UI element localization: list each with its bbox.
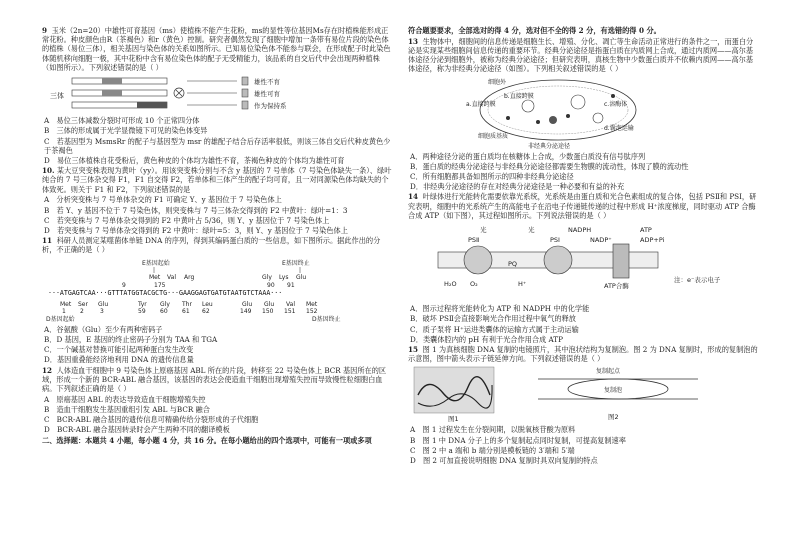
- svg-text:Met: Met: [306, 300, 318, 308]
- secretion-pathway-diagram: [408, 76, 760, 150]
- svg-text:Glu: Glu: [264, 300, 275, 308]
- label-nadp: NADP⁺: [590, 236, 612, 245]
- question-stem: 叶绿体进行光能转化需要依靠光系统，光系统是由蛋白质和光合色素组成的复合体，包括 PSⅡ和 PSⅠ，研究表明，细胞中的光系统产生的高能电子在沿电子传递链传递的过程中形成 H⁺浓度梯度，同时驱动 ATP 合酶合成 ATP（如下图），其过程如图所示。下列说法错误的是（ ）: [408, 192, 757, 220]
- svg-text:2: 2: [80, 307, 84, 315]
- d-gene-end-label: D基因终止: [312, 315, 341, 323]
- label-a: a.直接跨膜: [466, 100, 496, 108]
- svg-text:150: 150: [262, 307, 274, 315]
- figure-label-trisomy: 三体: [50, 92, 64, 101]
- photosystem-diagram: [408, 222, 760, 302]
- dna-replication-figure: [408, 365, 760, 423]
- svg-text:62: 62: [202, 307, 210, 315]
- question-number: 15: [408, 345, 419, 354]
- label-c: c.溶酶体: [604, 100, 628, 108]
- svg-text:Val: Val: [167, 273, 176, 281]
- question-10: [42, 166, 392, 194]
- section-2-continued: 符合题要要求，全部选对的得 4 分，选对但不全的得 2 分，有选错的得 0 分。: [408, 26, 661, 35]
- question-number: 13: [408, 36, 419, 46]
- svg-text:Tyr: Tyr: [138, 300, 147, 308]
- question-11: [42, 236, 392, 254]
- q11-options: [42, 325, 392, 365]
- svg-text:152: 152: [306, 307, 318, 315]
- option-d: D．基因重叠能经济地利用 DNA 的遗传信息量: [44, 355, 194, 365]
- question-number: 11: [42, 236, 53, 246]
- fig1-caption: 图1: [448, 415, 459, 424]
- q9-figure: [42, 74, 392, 114]
- option-b: B 造血干细胞发生基因重组引发 ABL 与BCR 融合: [44, 404, 210, 414]
- option-c: C 图 2 中 a 端和 b 端分别是模板链的 3′端和 5′端: [410, 445, 575, 455]
- option-b: B．蛋白质的经典分泌途径与非经典分泌途径都需要生物膜的流动性，体现了膜的流动性: [410, 161, 689, 171]
- label-psi: PSⅠ: [550, 236, 560, 245]
- d-gene-start-label: D基因起始: [46, 315, 75, 323]
- svg-text:61: 61: [182, 307, 190, 315]
- label-h2o: H₂O: [444, 280, 457, 289]
- label-light-1: 光: [480, 226, 487, 235]
- option-b: B．破坏 PSⅡ会直接影响光合作用过程中氧气的释放: [410, 314, 576, 324]
- dna-sequence: ···ATGAGTCAA···GTTTATGGTACGCTG···GAAGGAGTGATGTAATGTCTAAA···: [48, 288, 283, 297]
- q13-figure: [408, 76, 760, 150]
- option-c: C．质子泵将 H⁺运进类囊体的运输方式属于主动运输: [410, 324, 579, 334]
- svg-text:Glu: Glu: [296, 273, 307, 281]
- svg-text:Thr: Thr: [182, 300, 192, 308]
- q13-options: [408, 152, 760, 192]
- label-extracellular: 细胞外: [488, 78, 507, 86]
- label-male-fertile: 雄性可育: [254, 90, 280, 99]
- svg-text:9: 9: [122, 281, 126, 289]
- svg-text:60: 60: [160, 307, 168, 315]
- question-12: [42, 366, 392, 394]
- svg-text:Gly: Gly: [160, 300, 170, 308]
- svg-text:3: 3: [100, 307, 104, 315]
- fig2-label-origin: 复制起点: [596, 368, 621, 376]
- question-stem: 人体造血干细胞中 9 号染色体上原癌基因 ABL 所在的片段，转移至 22 号染色体上 BCR 基因所在的区域，形成一个新的 BCR-ABL 融合基因，该基因的表达会使造血干细胞出现增殖失控而导致慢性粒细胞白血病。下列叙述正确的是（ ）: [42, 365, 387, 393]
- option-d: D．类囊体腔内的 pH 有利于光合作用合成 ATP: [410, 334, 563, 344]
- label-male-sterile: 雄性不育: [254, 78, 280, 87]
- option-d: D 若突变株与 7 号单体杂交得到的 F2 中黄叶：绿叶=5：3，则 Y、y 基因位于 7 号染色体上: [44, 226, 348, 235]
- label-adp: ADP+Pi: [640, 236, 665, 245]
- section-2-heading: 二、选择题：本题共 4 小题，每小题 4 分，共 16 分。在每小题给出的四个选项中，可能有一项或多项: [42, 435, 372, 445]
- svg-text:151: 151: [284, 307, 296, 315]
- option-a: A 原癌基因 ABL 的表达导致造血干细胞增殖失控: [44, 394, 206, 404]
- label-psii: PSⅡ: [468, 236, 480, 245]
- option-c: C 若基因型为 MsmsRr 的配子与基因型为 msr 的雄配子结合后存活率很低，则该三体自交后代种皮黄色少于茶褐色: [44, 136, 391, 155]
- label-atp-synthase: ATP合酶: [604, 282, 629, 291]
- question-stem: 图 1 为真核细胞 DNA 复制的电镜照片，其中泡状结构为复制泡。图 2 为 DNA 复制时，形成的复制泡的示意图，图中箭头表示子链延伸方向。下列叙述错误的是（ ）: [408, 345, 758, 364]
- right-column: [408, 26, 760, 466]
- svg-text:Lys: Lys: [279, 273, 289, 281]
- figure-caption: 非经典分泌途径: [528, 142, 571, 150]
- option-a: A．谷氨酸（Glu）至少有两种密码子: [44, 324, 163, 334]
- svg-text:Ser: Ser: [78, 300, 88, 308]
- label-light-2: 光: [528, 226, 535, 235]
- option-a: A 分析突变株与 7 号单体杂交的 F1 可确定 Y、y 基因位于 7 号染色体上: [44, 195, 282, 205]
- svg-text:Arg: Arg: [184, 273, 195, 281]
- label-atp: ATP: [640, 226, 652, 235]
- svg-text:Glu: Glu: [242, 300, 253, 308]
- option-b: B．D 基因，E 基因的终止密码子分别为 TAA 和 TGA: [44, 334, 218, 344]
- q10-options: [42, 195, 392, 235]
- option-c: C．所有细胞都具备如图所示的四种非经典分泌途径: [410, 172, 574, 182]
- svg-text:1: 1: [62, 307, 66, 315]
- svg-text:Glu: Glu: [98, 300, 109, 308]
- label-pq: PQ: [508, 260, 518, 269]
- q9-options: [42, 116, 392, 165]
- option-d: D BCR-ABL 融合基因转录时会产生两种不同的翻译模板: [44, 425, 230, 435]
- question-number: 14: [408, 192, 419, 202]
- label-d: d.囊泡运输: [604, 124, 634, 132]
- svg-text:Met: Met: [149, 273, 161, 281]
- svg-text:Met: Met: [60, 300, 72, 308]
- question-number: 10.: [42, 166, 55, 176]
- left-column: [42, 26, 392, 446]
- option-a: A．两种途径分泌的蛋白质均在核糖体上合成，少数蛋白质没有信号肽序列: [410, 151, 646, 161]
- svg-text:Val: Val: [286, 300, 295, 308]
- label-nadph: NADPH: [568, 226, 592, 235]
- label-hplus: H⁺: [518, 280, 527, 289]
- q11-figure: [42, 257, 392, 323]
- svg-text:175: 175: [154, 281, 166, 289]
- svg-text:90: 90: [267, 281, 275, 289]
- fig2-caption: 图2: [608, 413, 619, 422]
- label-maintainer: 作为保持系: [254, 102, 287, 111]
- option-b: B 图 1 中 DNA 分子上的多个复制起点同时复制，可提高复制速率: [410, 435, 626, 445]
- gene-overlap-diagram: [42, 257, 392, 323]
- question-stem: 科研人员测定某噬菌体单链 DNA 的序列，得到其编码蛋白质的一些信息，如下图所示。据此作出的分析，不正确的是（ ）: [42, 236, 381, 255]
- q15-options: [408, 425, 760, 465]
- svg-text:149: 149: [240, 307, 252, 315]
- svg-text:Leu: Leu: [202, 300, 213, 308]
- q15-figure: [408, 365, 760, 423]
- option-d: D 易位三体植株自花受粉后，黄色种皮的个体均为雄性不育，茶褐色种皮的个体均为雄性可育: [44, 155, 345, 165]
- label-b: b.直接跨膜: [504, 92, 534, 100]
- question-stem: 生物体中，细胞间的信息传递是细胞生长、增殖、分化、凋亡等生命活动正常进行的条件之一，而蛋白分泌是实现某些细胞间信息传递的重要环节。经典分泌途径是指蛋白质在内质网上合成，通过内质网——高尔基体途径分泌到细胞外，被称为经典分泌途径；但研究表明，真核生物中少数蛋白质并不依赖内质网——高尔基体途径，称为非经典分泌途径（如图）。下列相关叙述错误的是（ ）: [408, 36, 754, 74]
- option-a: A 图 1 过程发生在分裂间期，以脱氧核苷酸为原料: [410, 425, 576, 435]
- question-stem: 玉米（2n=20）中雄性可育基因（ms）使植株不能产生花粉，ms的显性等位基因Ms存在时植株能形成正常花粉。种皮颜色由R（茶褐色）和r（黄色）控制。研究者偶然发现了细胞中增加一条带有易位片段的染色体的植株（易位三体），相关基因与染色体的关系如图所示。已知易位染色体不能参与联会，在形成配子时此染色体随机移向细胞一极，其中花粉中含有易位染色体的配子无受精能力，该品系的自交后代中会出现两种植株（如图所示）。下列叙述错误的是（ ）: [42, 26, 391, 72]
- q14-figure: [408, 222, 760, 302]
- question-13: [408, 37, 760, 74]
- option-b: B 若 Y、y 基因不位于 7 号染色体，则突变株与 7 号三体杂交得到的 F2 中黄叶：绿叶=1：3: [44, 205, 348, 215]
- svg-text:91: 91: [287, 281, 295, 289]
- option-a: A 易位三体减数分裂时可形成 10 个正常四分体: [44, 116, 200, 126]
- question-15: [408, 345, 760, 363]
- question-9: [42, 26, 392, 72]
- option-d: D 图 2 可加直接说明细胞 DNA 复制时具双向复制的特点: [410, 456, 598, 466]
- option-c: C 若突变株与 7 号单体杂交得到的 F2 中黄叶占 5/36，则 Y、y 基因位于 7 号染色体上: [44, 215, 330, 225]
- chromosome-diagram: [42, 74, 392, 114]
- svg-text:59: 59: [138, 307, 146, 315]
- option-c: C BCR-ABL 融合基因的遗传信息可精确传给分裂形成的子代细胞: [44, 415, 259, 425]
- question-stem: 某大豆突变株表现为黄叶（yy）。用该突变株分别与不含 y 基因的 7 号单体（7 号染色体缺失一条）、绿叶纯合的 7 号三体杂交得 F1，F1 自交得 F2，若单体和三体产生的配子均可育，且一对同源染色体均缺失的个体致死。则关于 F1 和 F2，下列叙述错误的是: [42, 166, 392, 194]
- option-a: A．图示过程将光能转化为 ATP 和 NADPH 中的化学能: [410, 304, 590, 314]
- option-d: D．非经典分泌途径的存在对经典分泌途径是一种必要和有益的补充: [410, 182, 625, 192]
- question-number: 12: [42, 365, 53, 375]
- fig2-label-bubble: 复制泡: [604, 387, 623, 395]
- question-14: [408, 192, 760, 220]
- svg-text:Gly: Gly: [262, 273, 272, 281]
- question-number: 9: [42, 26, 48, 35]
- label-cytosol: 细胞质基质: [478, 132, 509, 140]
- q14-options: [408, 304, 760, 344]
- e-gene-end-label: E基因终止: [282, 259, 310, 267]
- label-legend: 注：e⁻表示电子: [674, 276, 721, 285]
- q12-options: [42, 395, 392, 435]
- label-o2: O₂: [470, 280, 478, 289]
- option-b: B 三体的形成属于光学显微镜下可见的染色体变异: [44, 126, 208, 136]
- option-c: C．一个碱基对替换可能引起两种蛋白发生改变: [44, 345, 194, 355]
- e-gene-start-label: E基因起始: [142, 259, 170, 267]
